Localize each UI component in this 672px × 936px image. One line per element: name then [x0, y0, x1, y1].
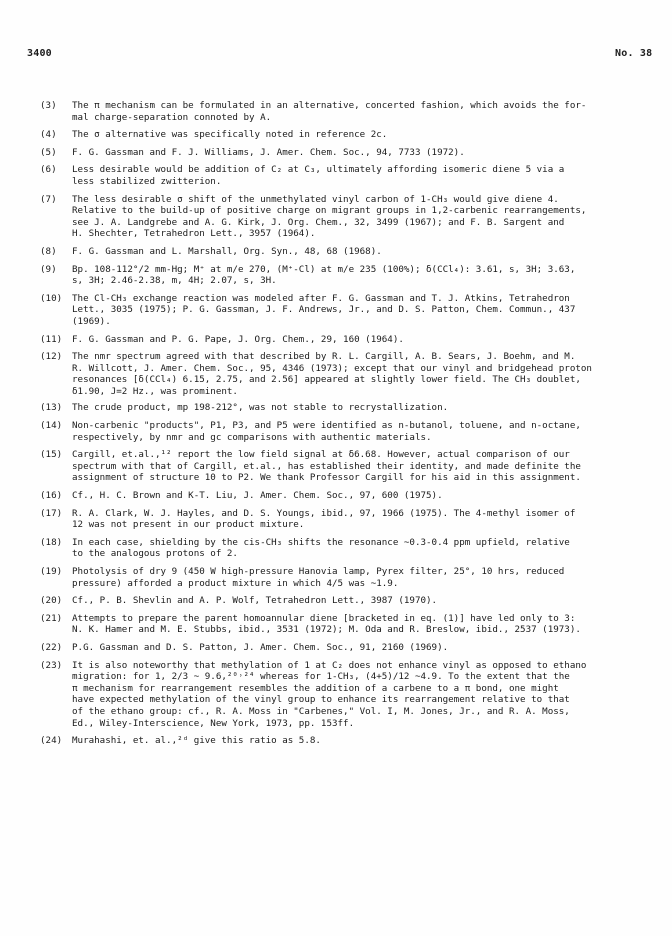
footnote-line: Photolysis of dry 9 (450 W high-pressure Hanovia lamp, Pyrex filter, 25°, 10 hrs, reduced	[72, 566, 565, 577]
footnote-number: (22)	[40, 641, 63, 653]
issue-number: No. 38	[615, 48, 653, 59]
footnote-line: R. A. Clark, W. J. Hayles, and D. S. Youngs, ibid., 97, 1966 (1975). The 4-methyl isomer of	[72, 507, 576, 519]
footnote-line: The π mechanism can be formulated in an alternative, concerted fashion, which avoids the for-	[72, 100, 587, 111]
footnote-number: (11)	[40, 333, 63, 345]
footnote-line: The Cl-CH₃ exchange reaction was modeled after F. G. Gassman and T. J. Atkins, Tetrahedron	[72, 292, 570, 304]
footnote-text	[72, 293, 655, 328]
footnote	[40, 537, 655, 560]
footnote	[40, 194, 655, 240]
footnote-line: pressure) afforded a product mixture in which 4/5 was ~1.9.	[72, 577, 399, 589]
footnote	[40, 264, 655, 287]
footnote-text	[72, 613, 655, 636]
footnote	[40, 566, 655, 589]
footnote-line: P.G. Gassman and D. S. Patton, J. Amer. Chem. Soc., 91, 2160 (1969).	[72, 641, 449, 653]
footnote-number: (23)	[40, 659, 63, 671]
footnote-line: It is also noteworthy that methylation of 1 at C₂ does not enhance vinyl as opposed to ethano	[72, 659, 587, 671]
footnote-number: (6)	[40, 164, 57, 176]
footnote-number: (4)	[40, 129, 57, 141]
footnote-line: The nmr spectrum agreed with that described by R. L. Cargill, A. B. Sears, J. Boehm, and M.	[72, 351, 576, 363]
footnote-text	[72, 537, 655, 560]
footnote-line: The σ alternative was specifically noted in reference 2c.	[72, 129, 388, 141]
footnote	[40, 164, 655, 187]
page-number: 3400	[27, 48, 52, 59]
footnote-line: The less desirable σ shift of the unmethylated vinyl carbon of 1-CH₃ would give diene 4.	[72, 193, 559, 205]
footnote-number: (10)	[40, 292, 63, 304]
footnote-line: π mechanism for rearrangement resembles the addition of a carbene to a π bond, one might	[72, 682, 559, 694]
footnote	[40, 449, 655, 484]
footnote-line: mal charge-separation connoted by A.	[72, 111, 272, 123]
footnote-line: Bp. 108-112°/2 mm-Hg; M⁺ at m/e 270, (M⁺-Cl) at m/e 235 (100%); δ(CCl₄): 3.61, s, 3H; 3.63,	[72, 263, 576, 275]
footnote-line: Relative to the build-up of positive charge on migrant groups in 1,2-carbenic rearrangements,	[72, 205, 587, 217]
footnote-number: (20)	[40, 595, 63, 607]
footnote-text	[72, 100, 655, 123]
footnote-line: F. G. Gassman and L. Marshall, Org. Syn., 48, 68 (1968).	[72, 245, 382, 257]
footnote	[40, 490, 655, 502]
footnote-number: (14)	[40, 420, 63, 432]
footnote-line: Cf., H. C. Brown and K-T. Liu, J. Amer. Chem. Soc., 97, 600 (1975).	[72, 490, 443, 502]
footnote-line: respectively, by nmr and gc comparisons with authentic materials.	[72, 431, 432, 443]
footnote-text	[72, 420, 655, 443]
footnote-text	[72, 595, 655, 607]
footnote-number: (7)	[40, 193, 57, 205]
footnote	[40, 334, 655, 346]
footnote-line: assignment of structure 10 to P2. We thank Professor Cargill for his aid in this assignment.	[72, 472, 581, 484]
footnote-number: (8)	[40, 245, 57, 257]
footnote	[40, 420, 655, 443]
footnote	[40, 613, 655, 636]
footnote-text	[72, 147, 655, 159]
footnote-line: N. K. Hamer and M. E. Stubbs, ibid., 3531 (1972); M. Oda and R. Breslow, ibid., 2537 (1973).	[72, 624, 581, 636]
footnote-text	[72, 642, 655, 654]
footnote	[40, 100, 655, 123]
footnote	[40, 642, 655, 654]
footnote-line: Cf., P. B. Shevlin and A. P. Wolf, Tetrahedron Lett., 3987 (1970).	[72, 595, 438, 607]
footnote-line: R. Willcott, J. Amer. Chem. Soc., 95, 4346 (1973); except that our vinyl and bridgehead proton	[72, 362, 592, 374]
footnote-number: (16)	[40, 490, 63, 502]
footnote-text	[72, 264, 655, 287]
footnote-text	[72, 660, 655, 730]
footnote-text	[72, 246, 655, 258]
footnote	[40, 402, 655, 414]
footnote-text	[72, 194, 655, 240]
footnote-number: (13)	[40, 402, 63, 414]
footnote-line: of the ethano group: cf., R. A. Moss in "Carbenes," Vol. I, M. Jones, Jr., and R. A. Moss,	[72, 705, 570, 717]
footnote-text	[72, 402, 655, 414]
footnote-line: resonances [δ(CCl₄) 6.15, 2.75, and 2.56] appeared at slightly lower field. The CH₃ doublet,	[72, 374, 581, 386]
footnote-line: F. G. Gassman and P. G. Pape, J. Org. Chem., 29, 160 (1964).	[72, 333, 404, 345]
footnote	[40, 660, 655, 730]
footnote-text	[72, 164, 655, 187]
footnote-line: less stabilized zwitterion.	[72, 175, 222, 187]
footnote	[40, 595, 655, 607]
footnote	[40, 351, 655, 397]
footnote-number: (15)	[40, 449, 63, 461]
footnote-line: The crude product, mp 198-212°, was not stable to recrystallization.	[72, 402, 449, 414]
footnote-line: 12 was not present in our product mixture.	[72, 519, 305, 531]
footnote-line: Cargill, et.al.,¹² report the low field signal at δ6.68. However, actual comparison of our	[72, 449, 570, 461]
footnote-line: to the analogous protons of 2.	[72, 548, 238, 560]
footnote	[40, 293, 655, 328]
footnote-line: Murahashi, et. al.,²ᵈ give this ratio as 5.8.	[72, 735, 321, 747]
footnote-line: Attempts to prepare the parent homoannular diene [bracketed in eq. (1)] have led only to 3:	[72, 612, 576, 624]
footnote-text	[72, 508, 655, 531]
footnote-number: (24)	[40, 735, 63, 747]
footnote-line: δ1.90, J=2 Hz., was prominent.	[72, 385, 238, 397]
footnote-text	[72, 735, 655, 747]
footnote-number: (21)	[40, 612, 63, 624]
footnote	[40, 508, 655, 531]
footnote-text	[72, 566, 655, 589]
footnote-line: Lett., 3035 (1975); P. G. Gassman, J. F. Andrews, Jr., and D. S. Patton, Chem. Commun., 437	[72, 304, 576, 316]
footnote-line: migration: for 1, 2/3 ~ 9.6,²⁰˒²⁴ whereas for 1-CH₃, (4+5)/12 ~4.9. To the extent that the	[72, 671, 570, 683]
footnote	[40, 147, 655, 159]
footnote	[40, 246, 655, 258]
footnote-line: see J. A. Landgrebe and A. G. Kirk, J. Org. Chem., 32, 3499 (1967); and F. B. Sargent and	[72, 216, 565, 228]
footnote-number: (17)	[40, 507, 63, 519]
footnote-number: (12)	[40, 351, 63, 363]
footnote-line: spectrum with that of Cargill, et.al., has established their identity, and made definite the	[72, 460, 581, 472]
footnote-number: (9)	[40, 263, 57, 275]
notes-list	[40, 94, 655, 747]
footnote-text	[72, 490, 655, 502]
footnote-line: In each case, shielding by the cis-CH₃ shifts the resonance ~0.3-0.4 ppm upfield, relative	[72, 536, 570, 548]
footnote-number: (5)	[40, 146, 57, 158]
footnote-line: H. Shechter, Tetrahedron Lett., 3957 (1964).	[72, 228, 316, 240]
footnote	[40, 735, 655, 747]
footnote-text	[72, 449, 655, 484]
footnote-line: (1969).	[72, 315, 111, 327]
footnote-number: (19)	[40, 566, 63, 577]
footnote-line: Ed., Wiley-Interscience, New York, 1973, pp. 153ff.	[72, 717, 355, 729]
footnote-line: Less desirable would be addition of C₂ at C₃, ultimately affording isomeric diene 5 via a	[72, 164, 565, 176]
footnote-line: Non-carbenic "products", P1, P3, and P5 were identified as n-butanol, toluene, and n-octane,	[72, 420, 581, 432]
footnote-line: have expected methylation of the vinyl group to enhance its rearrangement relative to that	[72, 694, 570, 706]
footnote-text	[72, 334, 655, 346]
footnote-number: (18)	[40, 536, 63, 548]
footnote-line: F. G. Gassman and F. J. Williams, J. Amer. Chem. Soc., 94, 7733 (1972).	[72, 146, 465, 158]
footnote	[40, 129, 655, 141]
footnote-number: (3)	[40, 100, 57, 111]
footnote-line: s, 3H; 2.46-2.38, m, 4H; 2.07, s, 3H.	[72, 275, 277, 287]
footnote-text	[72, 129, 655, 141]
footnote-text	[72, 351, 655, 397]
